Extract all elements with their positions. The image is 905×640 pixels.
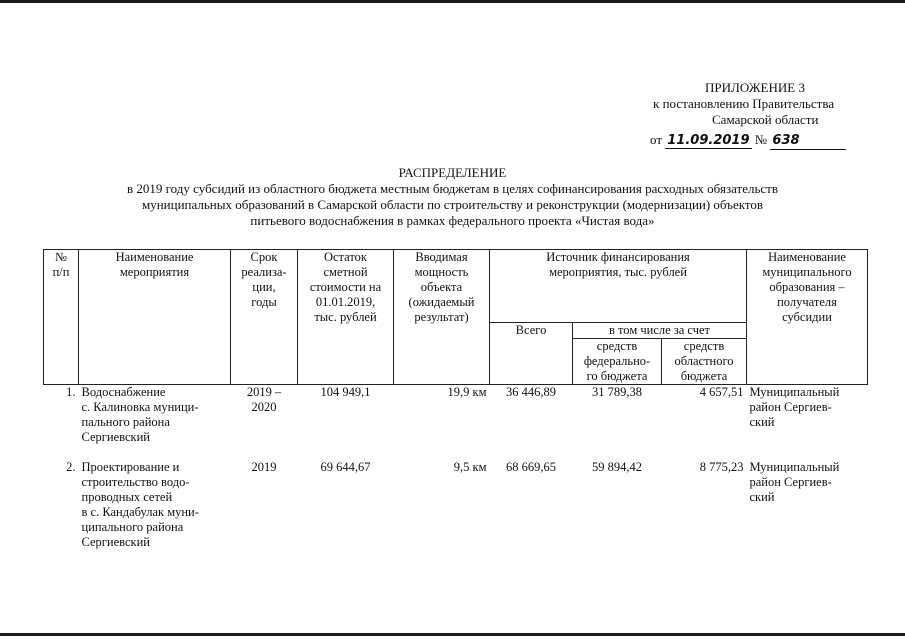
heading-line-1: в 2019 году субсидий из областного бюджета местным бюджетам в целях софинансирования расходных обязательств	[127, 181, 778, 196]
row-capacity: 19,9 км	[447, 385, 487, 399]
header-term: Срок реализа- ции, годы	[231, 250, 298, 385]
heading-line-2: муниципальных образований в Самарской области по строительству и реконструкции (модернизации) объектов	[141, 197, 764, 212]
row-federal: 31 789,38	[592, 385, 642, 399]
header-federal: средств федерально- го бюджета	[573, 339, 662, 385]
row-total: 68 669,65	[506, 460, 556, 474]
appendix-date-line	[650, 132, 846, 150]
header-name: Наименование мероприятия	[79, 250, 231, 385]
row-name: Водоснабжение с. Калиновка муници- пального района Сергиевский	[81, 385, 199, 444]
row-term: 2019 – 2020	[246, 385, 282, 414]
row-regional: 8 775,23	[699, 460, 744, 474]
handwritten-number: 638	[770, 133, 846, 150]
table-row	[44, 385, 868, 446]
header-remainder: Остаток сметной стоимости на 01.01.2019, тыс. рублей	[298, 250, 394, 385]
handwritten-date: 11.09.2019	[667, 133, 750, 148]
header-including: в том числе за счет	[573, 323, 747, 339]
row-remainder: 69 644,67	[320, 460, 371, 474]
header-financing-source: Источник финансирования мероприятия, тыс. рублей	[490, 250, 747, 323]
number-prefix: №	[754, 132, 768, 147]
row-number: 1.	[66, 385, 76, 399]
row-federal: 59 894,42	[592, 460, 642, 474]
table-row	[44, 445, 868, 550]
header-num: № п/п	[44, 250, 79, 385]
row-name: Проектирование и строительство водо- проводных сетей в с. Кандабулак муни- ципального района Сергиевский	[81, 460, 199, 549]
row-regional: 4 657,51	[699, 385, 744, 399]
appendix-line-2: Самарской области	[712, 112, 819, 127]
document-heading	[0, 165, 905, 229]
header-capacity: Вводимая мощность объекта (ожидаемый результат)	[394, 250, 490, 385]
row-recipient: Муниципальный район Сергиев- ский	[749, 460, 840, 504]
scan-bottom-border	[0, 633, 905, 636]
scan-top-border	[0, 0, 905, 3]
date-prefix: от	[650, 132, 663, 147]
header-regional: средств областного бюджета	[662, 339, 747, 385]
row-term: 2019	[251, 460, 277, 474]
header-total: Всего	[490, 323, 573, 385]
heading-line-3: питьевого водоснабжения в рамках федерального проекта «Чистая вода»	[250, 213, 655, 228]
row-capacity: 9,5 км	[453, 460, 487, 474]
subsidy-table	[43, 249, 868, 550]
header-recipient: Наименование муниципального образования – получателя субсидии	[747, 250, 868, 385]
appendix-title: ПРИЛОЖЕНИЕ 3	[705, 80, 805, 95]
row-remainder: 104 949,1	[320, 385, 371, 399]
heading-title: РАСПРЕДЕЛЕНИЕ	[398, 165, 507, 180]
row-total: 36 446,89	[506, 385, 556, 399]
appendix-line-1: к постановлению Правительства	[653, 96, 835, 111]
row-recipient: Муниципальный район Сергиев- ский	[749, 385, 840, 429]
row-number: 2.	[66, 460, 76, 474]
